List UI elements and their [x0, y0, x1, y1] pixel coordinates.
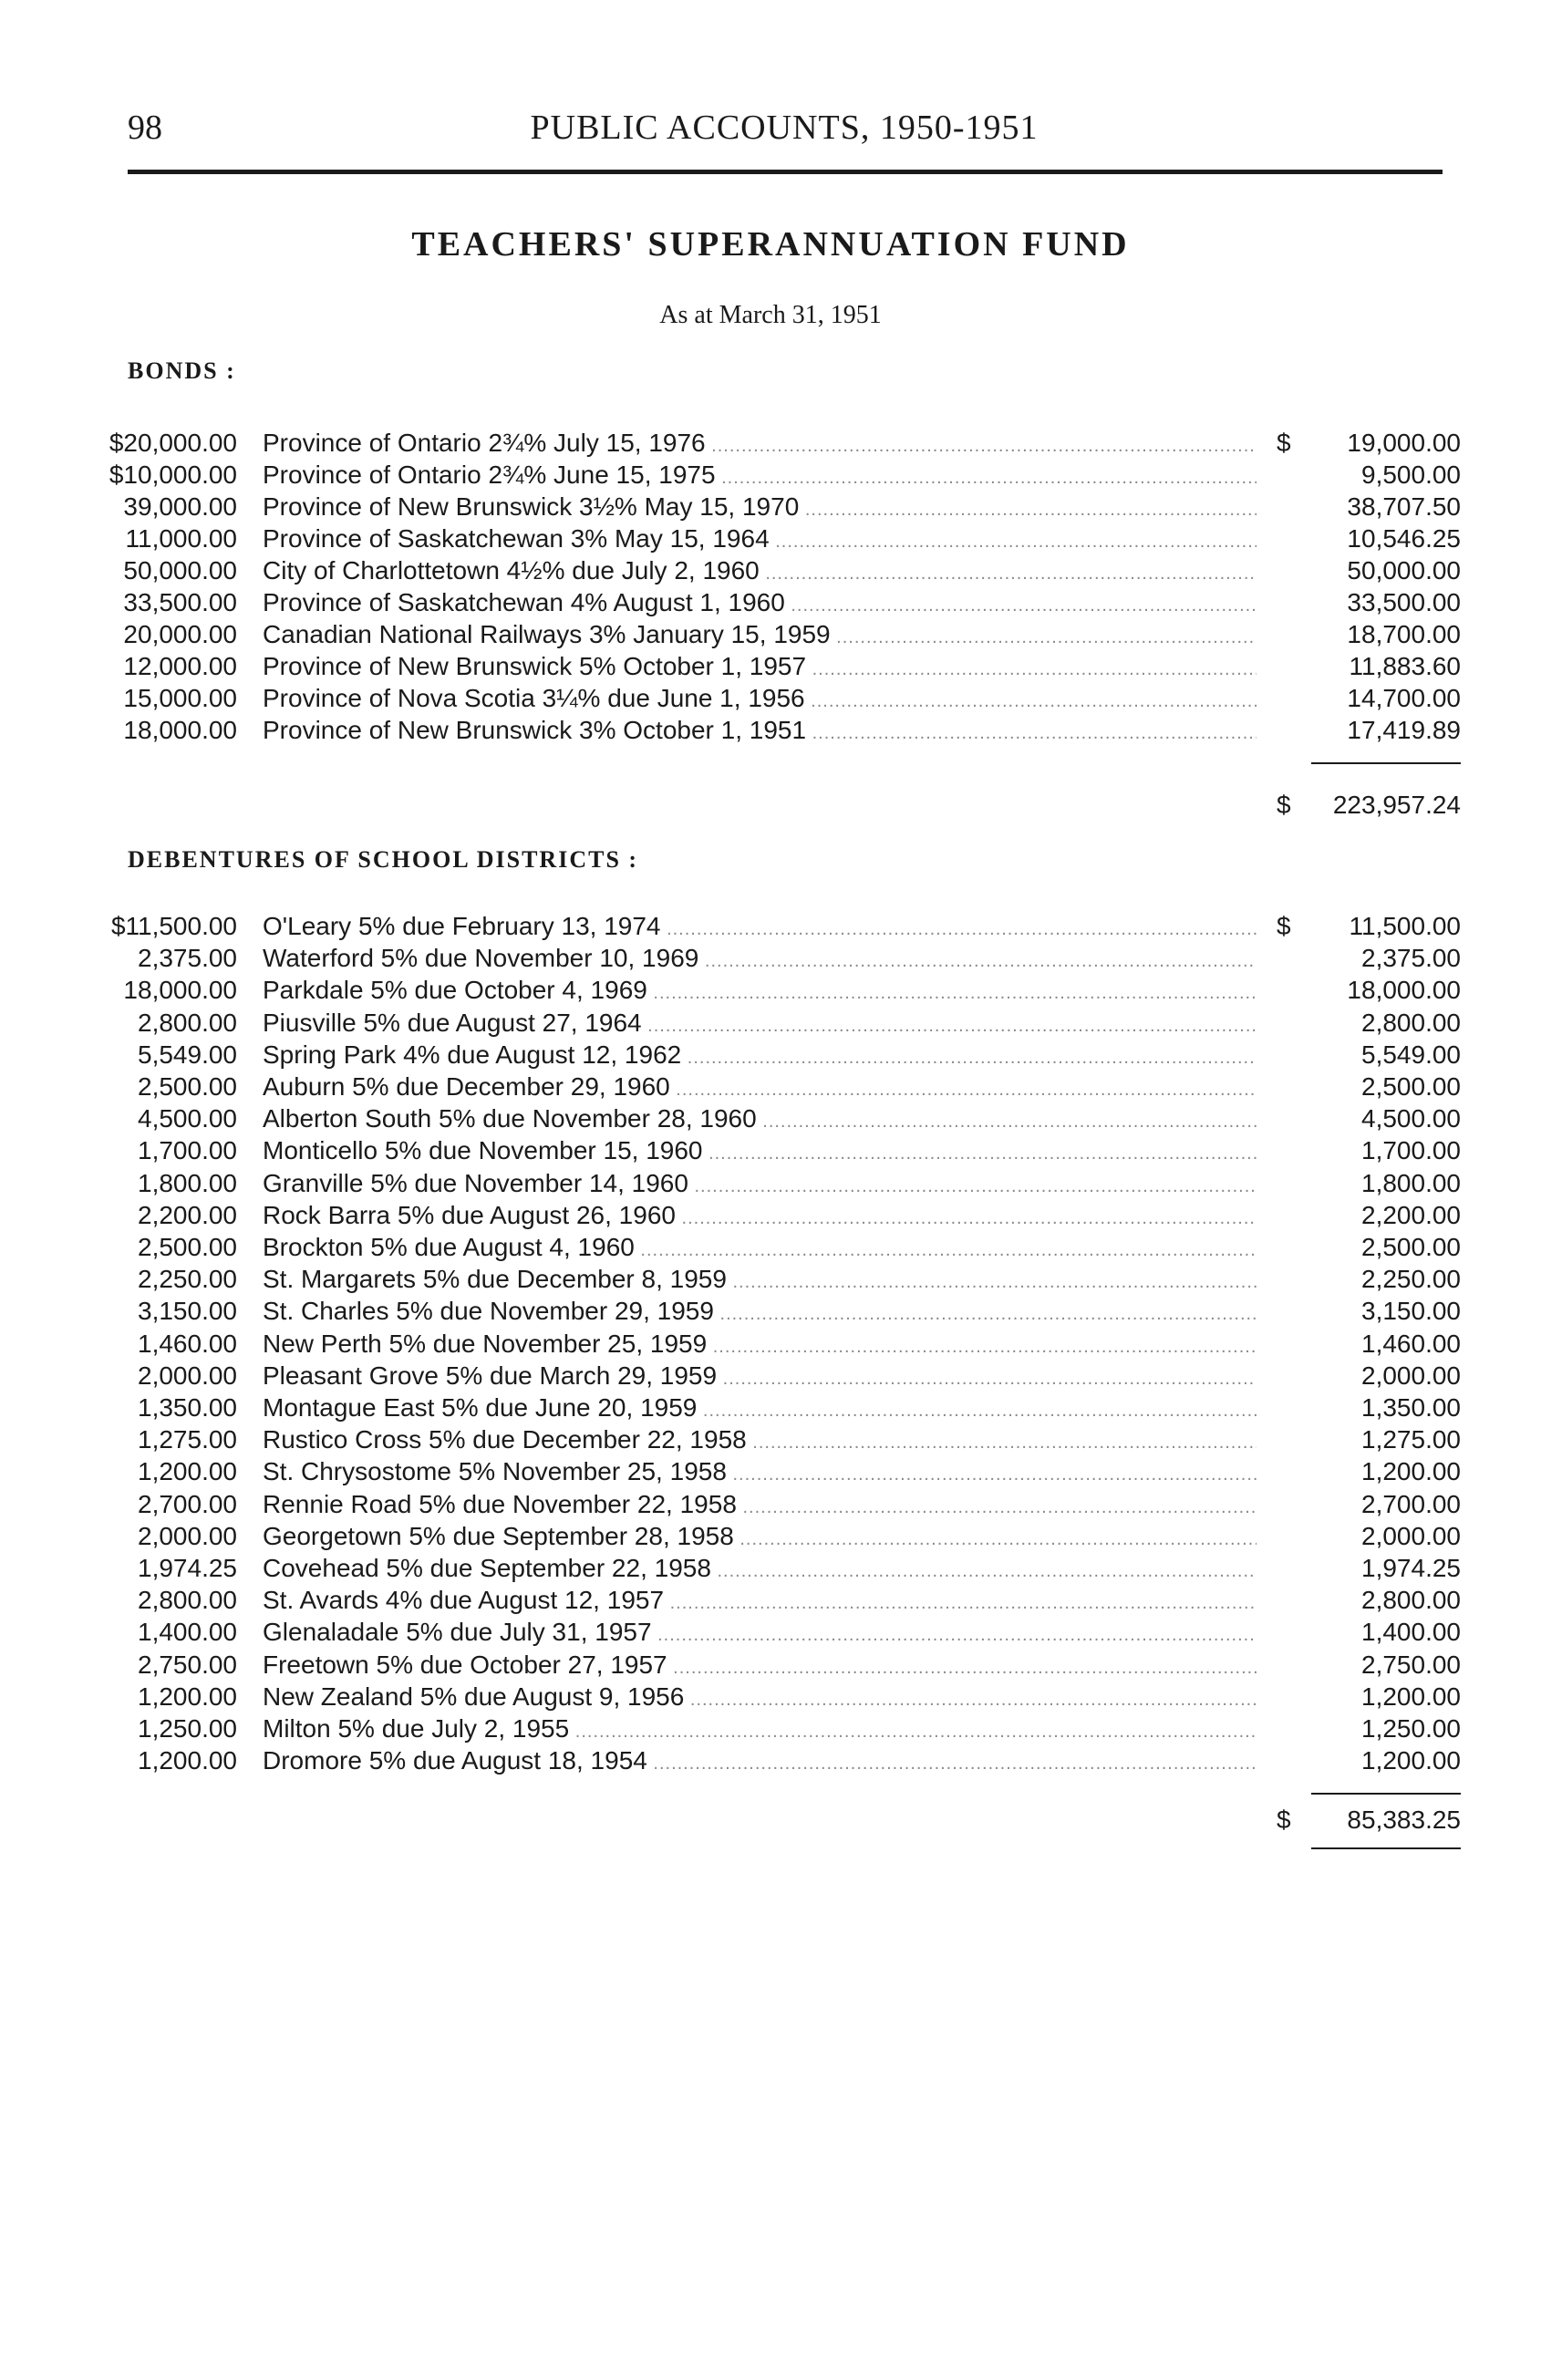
par-value: 2,500.00 — [138, 1233, 237, 1261]
security-description: Province of Saskatchewan 4% August 1, 1960 ..... — [263, 588, 1257, 617]
table-row — [0, 1650, 1541, 1682]
page-header — [128, 108, 1441, 162]
debentures-total-row — [0, 1806, 1541, 1838]
par-value: 1,250.00 — [138, 1714, 237, 1743]
table-row — [0, 1425, 1541, 1457]
par-value: 1,350.00 — [138, 1393, 237, 1422]
table-row — [0, 1169, 1541, 1201]
header-rule — [128, 170, 1443, 174]
table-row — [0, 588, 1541, 620]
security-description: Granville 5% due November 14, 1960 ..... — [263, 1169, 1257, 1198]
table-row — [0, 1104, 1541, 1136]
book-value: 19,000.00 — [1347, 429, 1461, 457]
table-row — [0, 1586, 1541, 1618]
table-row — [0, 1714, 1541, 1746]
book-value: 2,800.00 — [1361, 1586, 1461, 1615]
par-value: 1,200.00 — [138, 1682, 237, 1711]
security-description: Glenaladale 5% due July 31, 1957 ..... — [263, 1618, 1257, 1647]
book-value: 10,546.25 — [1347, 524, 1461, 553]
par-value: 2,500.00 — [138, 1072, 237, 1101]
par-value: 39,000.00 — [123, 492, 237, 521]
security-description: Alberton South 5% due November 28, 1960 ..... — [263, 1104, 1257, 1133]
par-value: $20,000.00 — [109, 429, 237, 457]
security-description: Province of Ontario 2¾% July 15, 1976 ..... — [263, 429, 1257, 458]
bonds-total-row — [0, 791, 1541, 823]
par-value: 12,000.00 — [123, 652, 237, 680]
security-description: Spring Park 4% due August 12, 1962 ..... — [263, 1040, 1257, 1070]
debentures-total-rule — [1311, 1847, 1461, 1849]
book-value: 18,700.00 — [1347, 620, 1461, 648]
page-number: 98 — [128, 109, 162, 147]
par-value: 11,000.00 — [125, 524, 237, 553]
table-row — [0, 912, 1541, 944]
book-value: 17,419.89 — [1347, 716, 1461, 744]
par-value: 18,000.00 — [123, 976, 237, 1005]
security-description: Parkdale 5% due October 4, 1969 ..... — [263, 976, 1257, 1005]
par-value: 2,000.00 — [138, 1521, 237, 1550]
security-description: Province of Ontario 2¾% June 15, 1975 ..... — [263, 460, 1257, 490]
book-value: 1,400.00 — [1361, 1618, 1461, 1647]
security-description: Georgetown 5% due September 28, 1958 ..... — [263, 1522, 1257, 1551]
book-value: 2,250.00 — [1361, 1265, 1461, 1294]
fund-title: TEACHERS' SUPERANNUATION FUND — [411, 225, 1130, 264]
table-row — [0, 1490, 1541, 1522]
book-value: 2,375.00 — [1361, 944, 1461, 973]
fund-date: As at March 31, 1951 — [659, 301, 882, 329]
table-row — [0, 1233, 1541, 1265]
table-row — [0, 1040, 1541, 1072]
debentures-subtotal-rule — [1311, 1793, 1461, 1795]
table-row — [0, 1297, 1541, 1329]
par-value: 2,750.00 — [138, 1650, 237, 1679]
par-value: 18,000.00 — [123, 716, 237, 744]
table-row — [0, 524, 1541, 556]
book-value: 2,000.00 — [1361, 1521, 1461, 1550]
book-value: 1,800.00 — [1361, 1168, 1461, 1197]
par-value: 2,700.00 — [138, 1489, 237, 1518]
par-value: 4,500.00 — [138, 1104, 237, 1133]
book-value: 2,700.00 — [1361, 1489, 1461, 1518]
table-row — [0, 1746, 1541, 1778]
par-value: 33,500.00 — [123, 588, 237, 616]
security-description: Pleasant Grove 5% due March 29, 1959 ..... — [263, 1361, 1257, 1391]
par-value: 3,150.00 — [138, 1297, 237, 1326]
par-value: 1,800.00 — [138, 1168, 237, 1197]
book-value: 11,883.60 — [1349, 652, 1461, 680]
book-value: 2,000.00 — [1361, 1361, 1461, 1390]
par-value: $11,500.00 — [110, 912, 237, 940]
bonds-subtotal-rule — [1311, 762, 1461, 764]
book-value: 1,200.00 — [1361, 1457, 1461, 1486]
security-description: Monticello 5% due November 15, 1960 ..... — [263, 1136, 1257, 1165]
security-description: Milton 5% due July 2, 1955 ..... — [263, 1714, 1257, 1744]
book-value: 2,500.00 — [1361, 1072, 1461, 1101]
security-description: Dromore 5% due August 18, 1954 ..... — [263, 1746, 1257, 1775]
par-value: 1,200.00 — [138, 1746, 237, 1775]
security-description: St. Avards 4% due August 12, 1957 ..... — [263, 1586, 1257, 1615]
security-description: Canadian National Railways 3% January 15, 1959 ..... — [263, 620, 1257, 649]
security-description: St. Charles 5% due November 29, 1959 ..... — [263, 1297, 1257, 1326]
bonds-total-amount: 223,957.24 — [1332, 791, 1461, 819]
book-value: 1,350.00 — [1361, 1393, 1461, 1422]
book-value: 1,974.25 — [1361, 1554, 1461, 1582]
book-value: 1,200.00 — [1361, 1746, 1461, 1775]
table-row — [0, 652, 1541, 684]
par-value: 50,000.00 — [123, 556, 237, 585]
security-description: Province of New Brunswick 3½% May 15, 1970 ..... — [263, 492, 1257, 522]
par-value: 2,375.00 — [138, 944, 237, 973]
table-row — [0, 1201, 1541, 1233]
book-value: 50,000.00 — [1347, 556, 1461, 585]
security-description: New Perth 5% due November 25, 1959 ..... — [263, 1330, 1257, 1359]
security-description: O'Leary 5% due February 13, 1974 ..... — [263, 912, 1257, 941]
book-value: 1,200.00 — [1361, 1682, 1461, 1711]
security-description: Waterford 5% due November 10, 1969 ..... — [263, 944, 1257, 973]
book-value: 5,549.00 — [1361, 1040, 1461, 1069]
table-row — [0, 460, 1541, 492]
security-description: St. Chrysostome 5% November 25, 1958 ..... — [263, 1457, 1257, 1486]
security-description: Province of New Brunswick 3% October 1, 1951 ..... — [263, 716, 1257, 745]
security-description: City of Charlottetown 4½% due July 2, 1960 ..... — [263, 556, 1257, 585]
table-row — [0, 1330, 1541, 1361]
book-value: 1,250.00 — [1361, 1714, 1461, 1743]
debentures-total-dollar-sign: $ — [1277, 1806, 1291, 1834]
par-value: 1,275.00 — [138, 1425, 237, 1454]
book-value: 14,700.00 — [1347, 684, 1461, 712]
table-row — [0, 1522, 1541, 1554]
book-value: 1,275.00 — [1361, 1425, 1461, 1454]
table-row — [0, 1457, 1541, 1489]
par-value: $10,000.00 — [109, 460, 237, 489]
security-description: Rock Barra 5% due August 26, 1960 ..... — [263, 1201, 1257, 1230]
par-value: 5,549.00 — [138, 1040, 237, 1069]
security-description: Province of Nova Scotia 3¼% due June 1, 1956 ..... — [263, 684, 1257, 713]
table-row — [0, 1554, 1541, 1586]
security-description: New Zealand 5% due August 9, 1956 ..... — [263, 1682, 1257, 1712]
par-value: 15,000.00 — [123, 684, 237, 712]
par-value: 2,000.00 — [138, 1361, 237, 1390]
security-description: Covehead 5% due September 22, 1958 ..... — [263, 1554, 1257, 1583]
book-value: 2,200.00 — [1361, 1200, 1461, 1229]
security-description: St. Margarets 5% due December 8, 1959 ..... — [263, 1265, 1257, 1294]
table-row — [0, 976, 1541, 1008]
book-value: 4,500.00 — [1361, 1104, 1461, 1133]
security-description: Rustico Cross 5% due December 22, 1958 ..... — [263, 1425, 1257, 1454]
book-value: 1,460.00 — [1361, 1329, 1461, 1358]
book-value: 2,800.00 — [1361, 1008, 1461, 1037]
book-value: 3,150.00 — [1361, 1297, 1461, 1326]
par-value: 2,800.00 — [138, 1586, 237, 1615]
book-value: 38,707.50 — [1347, 492, 1461, 521]
security-description: Province of New Brunswick 5% October 1, 1957 ..... — [263, 652, 1257, 681]
par-value: 1,200.00 — [138, 1457, 237, 1486]
bonds-total-dollar-sign: $ — [1277, 791, 1291, 819]
par-value: 1,974.25 — [138, 1554, 237, 1582]
security-description: Province of Saskatchewan 3% May 15, 1964 ..... — [263, 524, 1257, 554]
table-row — [0, 1682, 1541, 1714]
par-value: 2,800.00 — [138, 1008, 237, 1037]
table-row — [0, 944, 1541, 976]
book-value: 33,500.00 — [1347, 588, 1461, 616]
par-value: 1,700.00 — [138, 1136, 237, 1165]
par-value: 1,400.00 — [138, 1618, 237, 1647]
book-value: 2,500.00 — [1361, 1233, 1461, 1261]
dollar-sign: $ — [1277, 429, 1291, 457]
par-value: 20,000.00 — [123, 620, 237, 648]
security-description: Rennie Road 5% due November 22, 1958 ..... — [263, 1490, 1257, 1519]
debentures-heading: DEBENTURES OF SCHOOL DISTRICTS : — [128, 846, 639, 873]
table-row — [0, 1072, 1541, 1104]
security-description: Brockton 5% due August 4, 1960 ..... — [263, 1233, 1257, 1262]
table-row — [0, 1361, 1541, 1393]
table-row — [0, 620, 1541, 652]
security-description: Piusville 5% due August 27, 1964 ..... — [263, 1009, 1257, 1038]
debentures-total-amount: 85,383.25 — [1347, 1806, 1461, 1834]
table-row — [0, 1136, 1541, 1168]
security-description: Auburn 5% due December 29, 1960 ..... — [263, 1072, 1257, 1102]
book-value: 2,750.00 — [1361, 1650, 1461, 1679]
par-value: 1,460.00 — [138, 1329, 237, 1358]
table-row — [0, 1618, 1541, 1650]
table-row — [0, 492, 1541, 524]
table-row — [0, 1393, 1541, 1425]
security-description: Freetown 5% due October 27, 1957 ..... — [263, 1650, 1257, 1680]
table-row — [0, 556, 1541, 588]
book-value: 11,500.00 — [1349, 912, 1461, 940]
book-value: 1,700.00 — [1361, 1136, 1461, 1165]
table-row — [0, 1265, 1541, 1297]
book-value: 18,000.00 — [1347, 976, 1461, 1005]
table-row — [0, 684, 1541, 716]
running-title: PUBLIC ACCOUNTS, 1950-1951 — [530, 109, 1039, 147]
par-value: 2,200.00 — [138, 1200, 237, 1229]
table-row — [0, 1009, 1541, 1040]
par-value: 2,250.00 — [138, 1265, 237, 1294]
book-value: 9,500.00 — [1361, 460, 1461, 489]
bonds-heading: BONDS : — [128, 357, 236, 384]
table-row — [0, 429, 1541, 460]
dollar-sign: $ — [1277, 912, 1291, 940]
security-description: Montague East 5% due June 20, 1959 ..... — [263, 1393, 1257, 1423]
table-row — [0, 716, 1541, 748]
